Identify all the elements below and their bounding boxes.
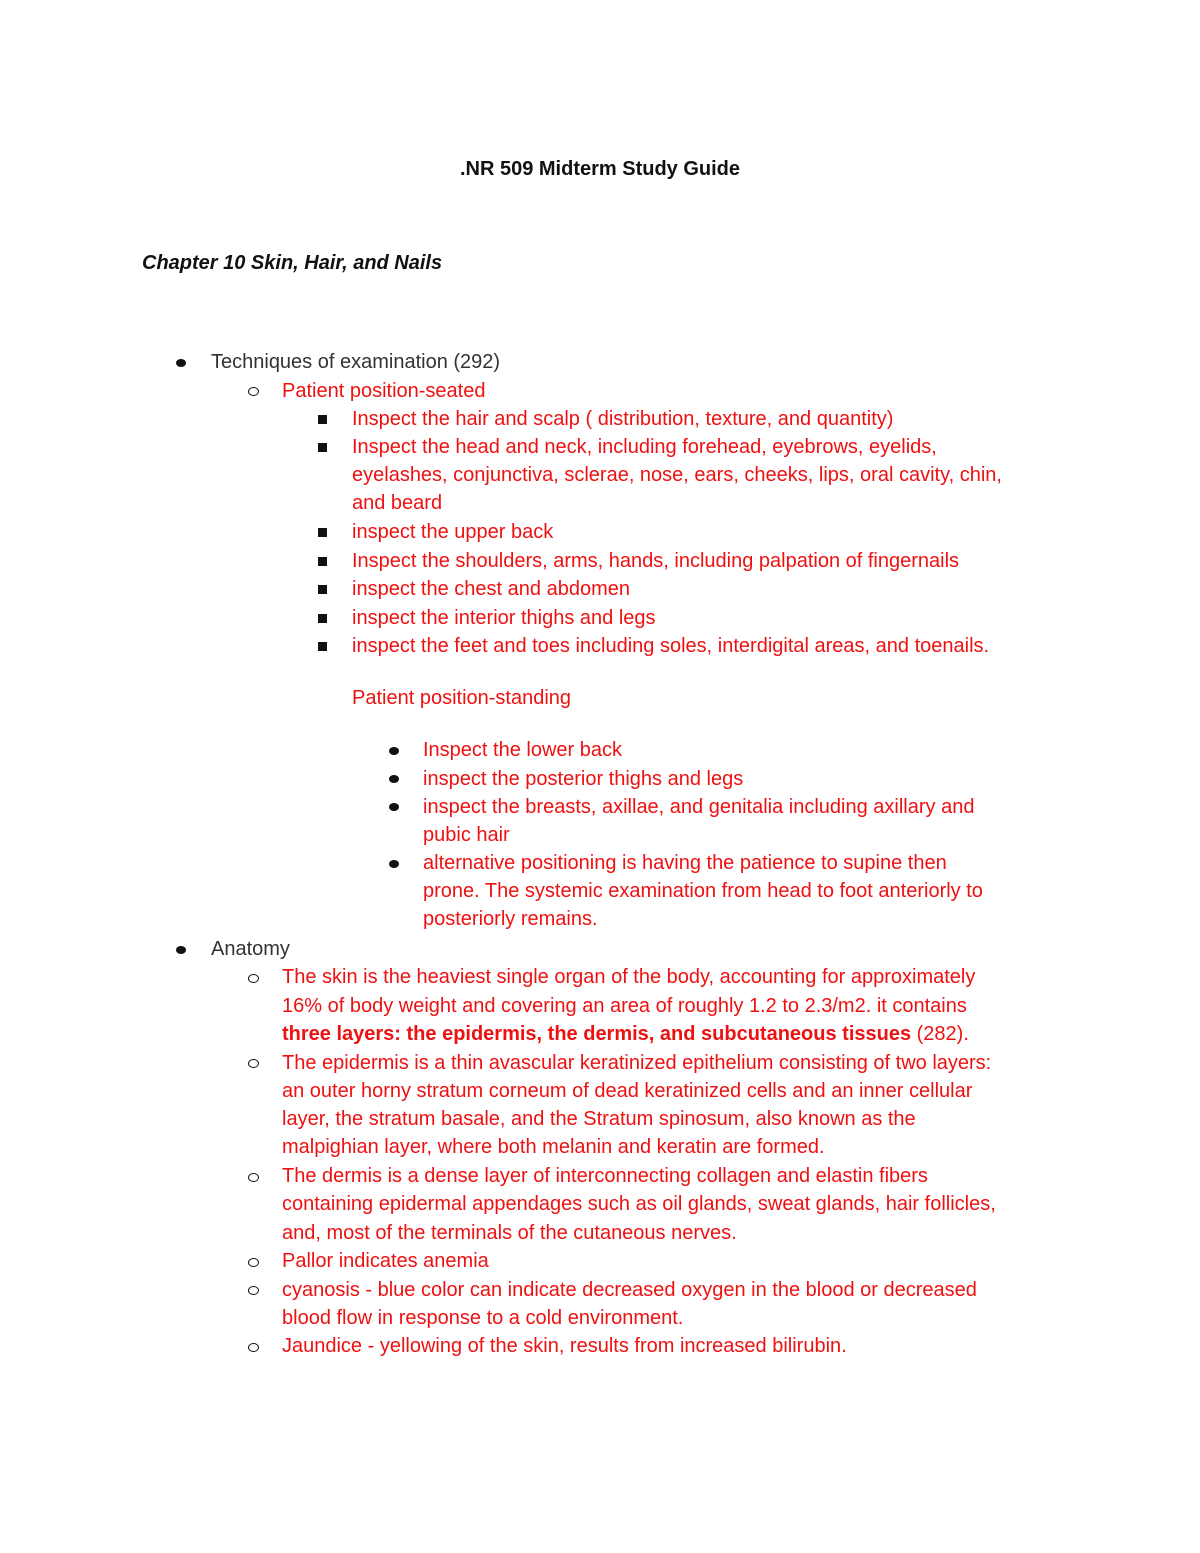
bullet-circle [248,1059,259,1068]
bullet-square [318,415,327,424]
standing-item-cont: prone. The systemic examination from head to foot anteriorly to [423,880,983,902]
bullet-circle [248,1343,259,1352]
seated-item: Inspect the hair and scalp ( distribution, texture, and quantity) [352,408,894,430]
anatomy-item-cont: 16% of body weight and covering an area of roughly 1.2 to 2.3/m2. it contains [282,995,967,1017]
bullet-disc [389,803,399,811]
standing-item-cont: pubic hair [423,824,510,846]
anatomy-item: The dermis is a dense layer of interconnecting collagen and elastin fibers [282,1165,928,1187]
bullet-disc [389,860,399,868]
bold-layers-text: three layers: the epidermis, the dermis, and subcutaneous tissues [282,1023,912,1045]
standing-item: Inspect the lower back [423,739,622,761]
standing-item: alternative positioning is having the patience to supine then [423,852,947,874]
anatomy-item: Jaundice - yellowing of the skin, results from increased bilirubin. [282,1335,847,1357]
seated-item: inspect the chest and abdomen [352,578,630,600]
bullet-disc [389,775,399,783]
bullet-circle [248,1258,259,1267]
anatomy-item-cont [282,1020,969,1048]
document-title: .NR 509 Midterm Study Guide [459,158,741,180]
standing-item: inspect the posterior thighs and legs [423,768,744,790]
seated-item: inspect the interior thighs and legs [352,607,656,629]
anatomy-item: The epidermis is a thin avascular keratinized epithelium consisting of two layers: [282,1052,992,1074]
seated-item-cont: eyelashes, conjunctiva, sclerae, nose, ears, cheeks, lips, oral cavity, chin, [352,464,1002,486]
standing-item-cont: posteriorly remains. [423,908,598,930]
bullet-disc [389,747,399,755]
anatomy-item: Pallor indicates anemia [282,1250,489,1272]
anatomy-item-cont: layer, the stratum basale, and the Stratum spinosum, also known as the [282,1108,916,1130]
standing-item: inspect the breasts, axillae, and genitalia including axillary and [423,796,975,818]
anatomy-item-cont: and, most of the terminals of the cutaneous nerves. [282,1222,737,1244]
bullet-circle [248,1286,259,1295]
seated-item: inspect the upper back [352,521,554,543]
bullet-square [318,585,327,594]
seated-item: inspect the feet and toes including soles, interdigital areas, and toenails. [352,635,990,657]
bullet-square [318,614,327,623]
bullet-circle [248,1173,259,1182]
anatomy-item-cont: malpighian layer, where both melanin and keratin are formed. [282,1136,825,1158]
anatomy-heading: Anatomy [211,938,290,960]
bullet-square [318,557,327,566]
techniques-heading: Techniques of examination (292) [211,351,501,373]
bullet-disc [176,359,186,367]
seated-item: Inspect the shoulders, arms, hands, including palpation of fingernails [352,550,960,572]
anatomy-item-cont: containing epidermal appendages such as oil glands, sweat glands, hair follicles, [282,1193,996,1215]
bullet-square [318,642,327,651]
bullet-circle [248,974,259,983]
anatomy-item: The skin is the heaviest single organ of the body, accounting for approximately [282,966,976,988]
seated-heading: Patient position-seated [282,380,486,402]
anatomy-item: cyanosis - blue color can indicate decreased oxygen in the blood or decreased [282,1279,977,1301]
standing-heading: Patient position-standing [352,687,572,709]
chapter-heading: Chapter 10 Skin, Hair, and Nails [142,252,443,274]
bullet-square [318,443,327,452]
anatomy-item-cont: an outer horny stratum corneum of dead keratinized cells and an inner cellular [282,1080,973,1102]
seated-item: Inspect the head and neck, including forehead, eyebrows, eyelids, [352,436,937,458]
bullet-square [318,528,327,537]
bullet-circle [248,387,259,396]
bullet-disc [176,946,186,954]
anatomy-item-cont: blood flow in response to a cold environment. [282,1307,684,1329]
citation-text: (282). [911,1023,969,1045]
seated-item-cont: and beard [352,492,443,514]
